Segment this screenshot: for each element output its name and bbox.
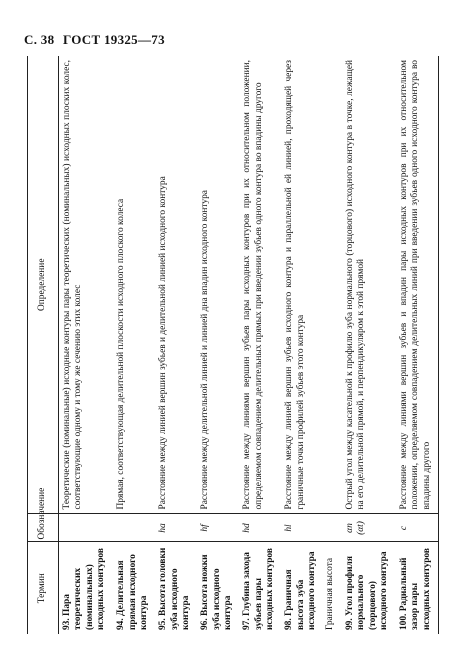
term-cell: 97. Глубина захода зубьев пары исходных контуров [242, 548, 276, 630]
term-cell: 99. Угол профиля нормального (торцового) исходного контура [344, 551, 390, 630]
table-row [342, 56, 396, 634]
definition-cell: Расстояние между линиями вершин зубьев и впадин пары исходных контуров при их относительном положении, определяемом совпадением делительных линий при введении зубьев одного исходного контура во впадины другого [396, 56, 439, 514]
page-header [24, 32, 170, 48]
page-number: С. 38 [24, 32, 55, 47]
term-cell: 100. Радиальный зазор пары исходных контуров [396, 542, 439, 634]
term-cell: 94. Делительная прямая исходного контура [116, 554, 150, 630]
term-cell: 95. Высота головки зуба исходного контура [158, 547, 192, 630]
table-row [239, 56, 281, 634]
symbol-cell [59, 514, 114, 542]
definition-cell: Острый угол между касательной к профилю зуба нормального (торцового) исходного контура в точке, лежащей на его делительной прямой, и перпендикуляром к этой прямой [344, 60, 367, 510]
table-row [113, 56, 155, 634]
definition-cell: Расстояние между линией вершин зубьев и делительной линией исходного контура [158, 176, 169, 510]
definition-cell: Расстояние между делительной линией и линией дна впадин исходного контура [200, 190, 211, 510]
term-text: 98. Граничная высота зуба исходного контура [284, 551, 318, 630]
table-row [155, 56, 197, 634]
column-header-definition: Определение [28, 56, 59, 514]
table-row [396, 56, 439, 634]
definition-cell: Расстояние между линиями вершин зубьев пары исходных контуров при их относительном положении, определяемом совпадением делительных прямых при введении зубьев одного контура во впадины другого [242, 60, 264, 510]
column-header-symbol: Обозначение [28, 514, 59, 542]
standard-code: ГОСТ 19325—73 [62, 32, 165, 47]
table-row [59, 56, 114, 634]
term-cell: 96. Высота ножки зуба исходного контура [200, 554, 234, 630]
rotated-table-wrapper [27, 56, 439, 634]
terms-table [27, 56, 439, 634]
symbol-cell: hd [239, 514, 281, 542]
symbol-cell [113, 514, 155, 542]
term-cell: 93. Пара теоретических (номинальных) исходных контуров [62, 548, 107, 630]
symbol-cell: hl [281, 514, 342, 542]
symbol-cell: αn (αt) [342, 514, 396, 542]
term-alias: Граничная высота [324, 557, 335, 630]
symbol-cell: c [396, 514, 439, 542]
table-row [197, 56, 239, 634]
term-cell-with-alias [281, 542, 342, 634]
column-header-term: Термин [28, 542, 59, 634]
definition-cell: Расстояние между линией вершин зубьев исходного контура и параллельной ей линией, проходящей через граничные точки профилей зубьев этого контура [284, 60, 306, 510]
definition-cell: Прямая, соответствующая делительной плоскости исходного плоского колеса [116, 198, 127, 510]
symbol-cell: hf [197, 514, 239, 542]
symbol-cell: ha [155, 514, 197, 542]
table-row [281, 56, 342, 634]
definition-cell: Теоретические (номинальные) исходные контуры пары теоретических (номинальных) исходных плоских колес, соответствующие одному и тому же сечению этих колес [62, 60, 84, 510]
table-header-row [28, 56, 59, 634]
